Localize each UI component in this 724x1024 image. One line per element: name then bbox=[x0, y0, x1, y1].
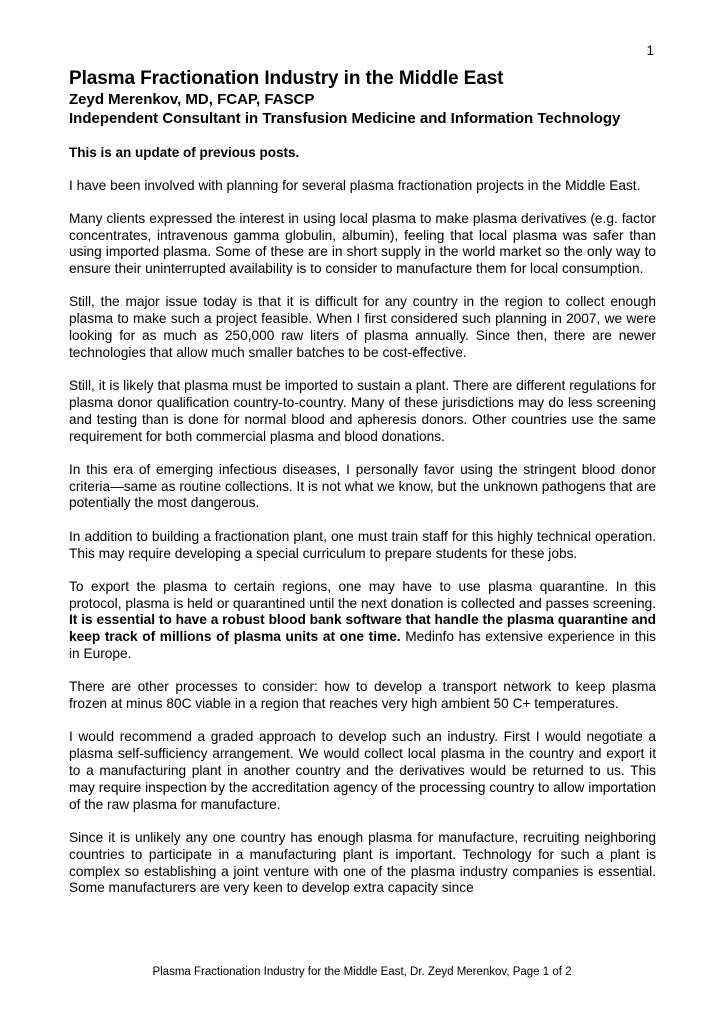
paragraph: Still, the major issue today is that it is difficult for any country in the region to collect enough plasma to make such a project feasible. When I first considered such planning in 2007, we were looking for as much as 250,000 raw liters of plasma annually. Since then, there are newer technologies that allow much smaller batches to be cost-effective. bbox=[69, 294, 656, 360]
page-number: 1 bbox=[646, 43, 654, 58]
update-note: This is an update of previous posts. bbox=[69, 145, 300, 160]
affiliation-line: Independent Consultant in Transfusion Medicine and Information Technology bbox=[69, 110, 621, 127]
author-line: Zeyd Merenkov, MD, FCAP, FASCP bbox=[69, 91, 315, 108]
paragraph-text: Medinfo has extensive experience in this in Europe. bbox=[69, 629, 656, 662]
paragraph: Since it is unlikely any one country has enough plasma for manufacture, recruiting neighboring countries to participate in a manufacturing plant is important. Technology for such a plant is complex so establishing a joint venture with one of the plasma industry companies is essential. Some manufacturers are very keen to develop extra capacity since bbox=[69, 829, 656, 896]
page-footer: Plasma Fractionation Industry for the Middle East, Dr. Zeyd Merenkov, Page 1 of 2 bbox=[152, 966, 572, 978]
paragraph: Still, it is likely that plasma must be imported to sustain a plant. There are different regulations for plasma donor qualification country-to-country. Many of these jurisdictions may do less screening and testing than is done for normal blood and apheresis donors. Other countries use the same requirement for both commercial plasma and blood donations. bbox=[69, 378, 656, 444]
paragraph: Many clients expressed the interest in using local plasma to make plasma derivatives (e.g. factor concentrates, intravenous gamma globulin, albumin), feeling that local plasma was safer than using imported plasma. Some of these are in short supply in the world market so the only way to ensure their uninterrupted availability is to consider to manufacture them for local consumption. bbox=[69, 210, 656, 277]
document-title: Plasma Fractionation Industry in the Middle East bbox=[69, 68, 504, 89]
paragraph: In addition to building a fractionation plant, one must train staff for this highly technical operation. This may require developing a special curriculum to prepare students for these jobs. bbox=[69, 528, 656, 561]
paragraph: In this era of emerging infectious diseases, I personally favor using the stringent blood donor criteria—same as routine collections. It is not what we know, but the unknown pathogens that are potentially the most dangerous. bbox=[69, 461, 656, 511]
paragraph: I would recommend a graded approach to develop such an industry. First I would negotiate a plasma self-sufficiency arrangement. We would collect local plasma in the country and export it to a manufacturing plant in another country and the derivatives would be returned to us. This may require inspection by the accreditation agency of the processing country to allow importation of the raw plasma for manufacture. bbox=[69, 729, 656, 812]
paragraph: There are other processes to consider: how to develop a transport network to keep plasma frozen at minus 80C viable in a region that reaches very high ambient 50 C+ temperatures. bbox=[69, 679, 656, 712]
paragraph-quarantine bbox=[69, 579, 656, 663]
document-body bbox=[69, 68, 656, 897]
bold-emphasis: It is essential to have a robust blood bank software that handle the plasma quarantine and keep track of millions of plasma units at one time. bbox=[69, 612, 656, 645]
paragraph-text: To export the plasma to certain regions, one may have to use plasma quarantine. In this protocol, plasma is held or quarantined until the next donation is collected and passes screening. bbox=[69, 578, 656, 611]
paragraph: I have been involved with planning for several plasma fractionation projects in the Middle East. bbox=[69, 177, 641, 193]
